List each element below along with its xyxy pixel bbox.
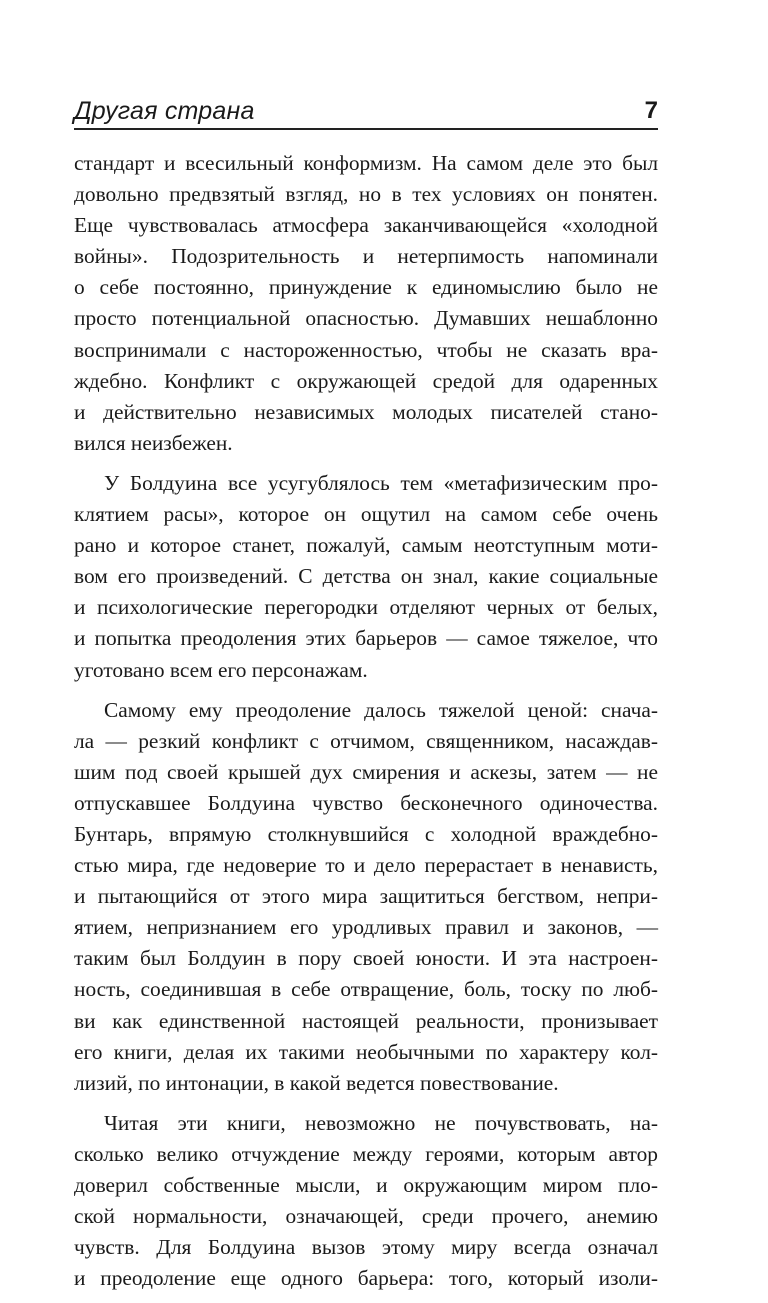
- text-line: У Болдуина все усугублялось тем «метафизическим про-: [104, 470, 658, 495]
- paragraph: [74, 468, 658, 686]
- text-line: Еще чувствовалась атмосфера заканчивающейся «холодной: [74, 213, 658, 238]
- text-line: о себе постоянно, принуждение к единомыслию было не: [74, 275, 658, 300]
- text-line: Читая эти книги, невозможно не почувствовать, на-: [104, 1110, 658, 1135]
- text-line: сколько велико отчуждение между героями, которым автор: [74, 1141, 658, 1166]
- text-line: стью мира, где недоверие то и дело перерастает в ненависть,: [74, 853, 658, 878]
- running-title: Другая страна: [74, 97, 255, 125]
- text-line: войны». Подозрительность и нетерпимость напоминали: [74, 244, 658, 269]
- text-line: и психологические перегородки отделяют черных от белых,: [74, 595, 658, 620]
- text-line: уготовано всем его персонажам.: [74, 657, 368, 682]
- text-line: ность, соединившая в себе отвращение, боль, тоску по люб-: [74, 977, 658, 1002]
- text-line: ла — резкий конфликт с отчимом, священником, насаждав-: [74, 728, 658, 753]
- text-line: вом его произведений. С детства он знал, какие социальные: [74, 564, 658, 589]
- paragraph: [74, 695, 658, 1099]
- paragraph: [74, 1108, 658, 1295]
- text-line: отпускавшее Болдуина чувство бесконечного одиночества.: [74, 790, 658, 815]
- text-line: и действительно независимых молодых писателей стано-: [74, 399, 658, 424]
- text-line: и преодоление еще одного барьера: того, который изоли-: [74, 1266, 658, 1291]
- text-line: Самому ему преодоление далось тяжелой ценой: снача-: [104, 697, 658, 722]
- text-line: воспринимали с настороженностью, чтобы не сказать вра-: [74, 337, 658, 362]
- page-number: 7: [644, 97, 658, 124]
- text-line: лизий, по интонации, в какой ведется повествование.: [74, 1070, 559, 1095]
- running-header: [74, 92, 658, 130]
- text-line: шим под своей крышей дух смирения и аскезы, затем — не: [74, 759, 658, 784]
- text-line: ждебно. Конфликт с окружающей средой для одаренных: [74, 368, 658, 393]
- text-line: клятием расы», которое он ощутил на самом себе очень: [74, 502, 658, 527]
- text-line: ятием, непризнанием его уродливых правил и законов, —: [74, 915, 658, 940]
- text-line: ви как единственной настоящей реальности, пронизывает: [74, 1008, 658, 1033]
- text-line: просто потенциальной опасностью. Думавших нешаблонно: [74, 306, 658, 331]
- text-line: Бунтарь, впрямую столкнувшийся с холодной враждебно-: [74, 821, 658, 846]
- text-line: и пытающийся от этого мира защититься бегством, непри-: [74, 884, 658, 909]
- book-page: [74, 92, 658, 1303]
- text-line: и попытка преодоления этих барьеров — самое тяжелое, что: [74, 626, 658, 651]
- text-line: вился неизбежен.: [74, 430, 233, 455]
- text-line: доверил собственные мысли, и окружающим миром пло-: [74, 1173, 658, 1197]
- text-line: рано и которое станет, пожалуй, самым неотступным моти-: [74, 533, 658, 558]
- body-text: [74, 148, 658, 1294]
- text-line: стандарт и всесильный конформизм. На самом деле это был: [74, 151, 658, 175]
- text-line: ской нормальности, означающей, среди прочего, анемию: [74, 1204, 658, 1229]
- text-line: таким был Болдуин в пору своей юности. И эта настроен-: [74, 946, 658, 971]
- text-line: его книги, делая их такими необычными по характеру кол-: [74, 1039, 658, 1064]
- paragraph: [74, 148, 658, 459]
- text-line: чувств. Для Болдуина вызов этому миру всегда означал: [74, 1235, 658, 1260]
- text-line: довольно предвзятый взгляд, но в тех условиях он понятен.: [74, 182, 658, 207]
